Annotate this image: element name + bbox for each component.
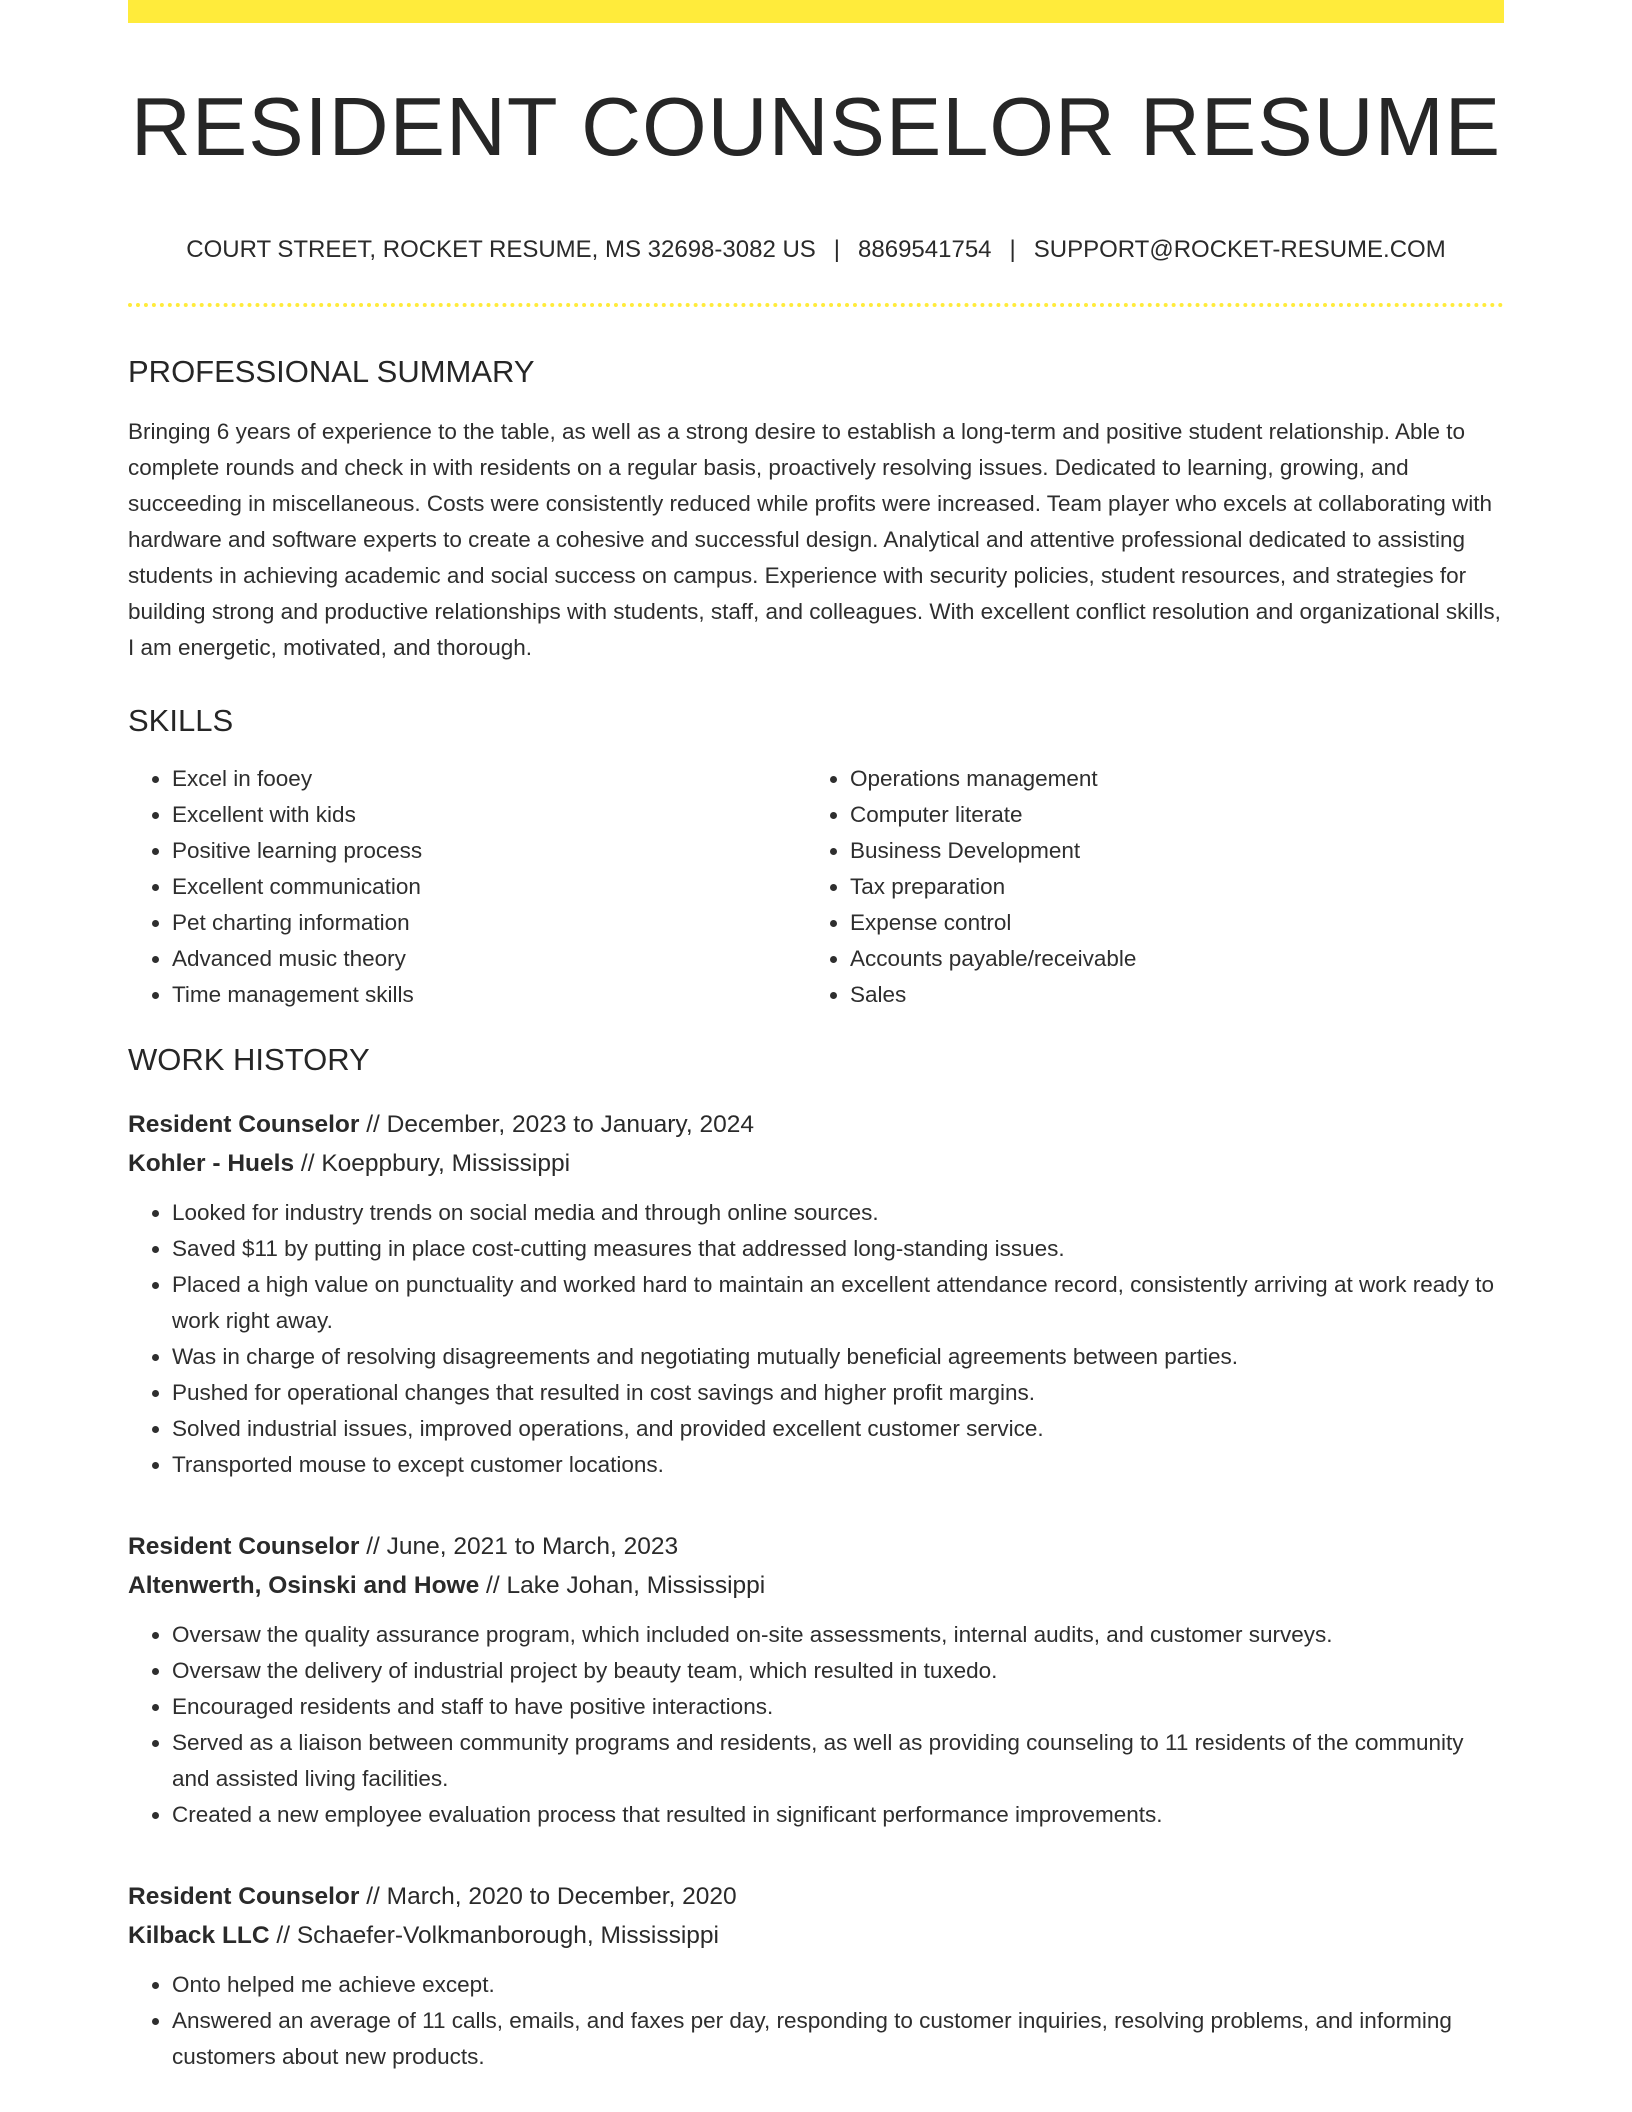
skill-item: • Excellent communication	[172, 869, 806, 905]
job-bullet: • Served as a liaison between community programs and residents, as well as providing counseling to 11 residents of the community and assisted living facilities.	[172, 1725, 1504, 1797]
contact-line	[128, 236, 1504, 265]
skill-item: • Tax preparation	[850, 869, 1484, 905]
job-bullet: • Placed a high value on punctuality and worked hard to maintain an excellent attendance record, consistently arriving at work ready to work right away.	[172, 1267, 1504, 1339]
job-bullet: • Transported mouse to except customer locations.	[172, 1447, 1504, 1483]
job-company: Kilback LLC	[128, 1921, 270, 1949]
resume-page	[128, 0, 1504, 2075]
job-dates: // December, 2023 to January, 2024	[366, 1110, 754, 1138]
work-history-list	[128, 1105, 1504, 2075]
contact-phone: 8869541754	[858, 236, 992, 264]
skill-item: • Operations management	[850, 761, 1484, 797]
job-title: Resident Counselor	[128, 1532, 360, 1560]
job-company: Kohler - Huels	[128, 1149, 295, 1177]
job-title-line	[128, 1877, 1504, 1916]
job-location: // Koeppbury, Mississippi	[300, 1149, 571, 1177]
skill-item: • Accounts payable/receivable	[850, 941, 1484, 977]
job-dates: // March, 2020 to December, 2020	[366, 1882, 737, 1910]
skill-item: • Business Development	[850, 833, 1484, 869]
job-title: Resident Counselor	[128, 1882, 360, 1910]
job-title-line	[128, 1105, 1504, 1144]
job-company: Altenwerth, Osinski and Howe	[128, 1571, 480, 1599]
work-history-heading: WORK HISTORY	[128, 1042, 370, 1078]
job-entry	[128, 1877, 1504, 2075]
job-bullet: • Created a new employee evaluation process that resulted in significant performance improvements.	[172, 1797, 1504, 1833]
contact-separator: |	[1009, 236, 1016, 264]
job-entry	[128, 1527, 1504, 1833]
job-bullet: • Was in charge of resolving disagreements and negotiating mutually beneficial agreements between parties.	[172, 1339, 1504, 1375]
skills-list	[128, 761, 1504, 1013]
job-title: Resident Counselor	[128, 1110, 360, 1138]
job-bullets	[128, 1195, 1504, 1483]
job-company-line	[128, 1566, 1504, 1605]
job-company-line	[128, 1916, 1504, 1955]
job-bullets	[128, 1967, 1504, 2075]
skill-item: • Computer literate	[850, 797, 1484, 833]
page-title: RESIDENT COUNSELOR RESUME	[130, 80, 1502, 173]
job-bullet: • Encouraged residents and staff to have positive interactions.	[172, 1689, 1504, 1725]
job-bullets	[128, 1617, 1504, 1833]
skills-heading: SKILLS	[128, 703, 234, 739]
job-dates: // June, 2021 to March, 2023	[366, 1532, 679, 1560]
skill-item: • Positive learning process	[172, 833, 806, 869]
job-company-line	[128, 1144, 1504, 1183]
job-bullet: • Onto helped me achieve except.	[172, 1967, 1504, 2003]
skills-column-left	[128, 761, 806, 1013]
skill-item: • Advanced music theory	[172, 941, 806, 977]
skills-column-right	[806, 761, 1484, 1013]
job-bullet: • Pushed for operational changes that resulted in cost savings and higher profit margins.	[172, 1375, 1504, 1411]
contact-email: SUPPORT@ROCKET-RESUME.COM	[1033, 236, 1446, 264]
summary-text: Bringing 6 years of experience to the table, as well as a strong desire to establish a long-term and positive student relationship. Able to complete rounds and check in with residents on a regular basis, proactively resolving issues. Dedicated to learning, growing, and succeeding in miscellaneous. Costs were consistently reduced while profits were increased. Team player who excels at collaborating with hardware and software experts to create a cohesive and successful design. Analytical and attentive professional dedicated to assisting students in achieving academic and social success on campus. Experience with security policies, student resources, and strategies for building strong and productive relationships with students, staff, and colleagues. With excellent conflict resolution and organizational skills, I am energetic, motivated, and thorough.	[128, 419, 1501, 661]
job-bullet: • Solved industrial issues, improved operations, and provided excellent customer service.	[172, 1411, 1504, 1447]
job-bullet: • Oversaw the quality assurance program, which included on-site assessments, internal audits, and customer surveys.	[172, 1617, 1504, 1653]
dotted-divider	[128, 303, 1504, 307]
contact-address: COURT STREET, ROCKET RESUME, MS 32698-3082 US	[186, 236, 816, 264]
summary-heading: PROFESSIONAL SUMMARY	[128, 354, 535, 390]
skill-item: • Excel in fooey	[172, 761, 806, 797]
job-bullet: • Saved $11 by putting in place cost-cutting measures that addressed long-standing issues.	[172, 1231, 1504, 1267]
job-location: // Lake Johan, Mississippi	[486, 1571, 766, 1599]
skill-item: • Pet charting information	[172, 905, 806, 941]
job-location: // Schaefer-Volkmanborough, Mississippi	[276, 1921, 719, 1949]
skill-item: • Sales	[850, 977, 1484, 1013]
job-bullet: • Answered an average of 11 calls, emails, and faxes per day, responding to customer inquiries, resolving problems, and informing customers about new products.	[172, 2003, 1504, 2075]
accent-top-bar	[128, 0, 1504, 23]
contact-separator: |	[833, 236, 841, 264]
job-bullet: • Looked for industry trends on social media and through online sources.	[172, 1195, 1504, 1231]
job-entry	[128, 1105, 1504, 1483]
job-bullet: • Oversaw the delivery of industrial project by beauty team, which resulted in tuxedo.	[172, 1653, 1504, 1689]
job-title-line	[128, 1527, 1504, 1566]
skill-item: • Excellent with kids	[172, 797, 806, 833]
skill-item: • Time management skills	[172, 977, 806, 1013]
skill-item: • Expense control	[850, 905, 1484, 941]
